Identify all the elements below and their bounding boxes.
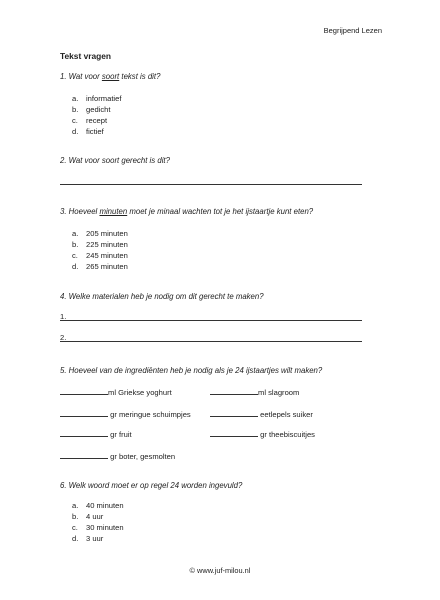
option-text: 4 uur [86, 512, 104, 521]
question-1 [60, 72, 160, 81]
option-letter: d. [72, 127, 79, 136]
ingredient-label: gr meringue schuimpjes [108, 410, 191, 419]
option-letter: d. [72, 262, 79, 271]
question-1-option [72, 105, 111, 114]
option-letter: c. [72, 251, 78, 260]
option-letter: d. [72, 534, 79, 543]
question-1-underlined: soort [101, 72, 120, 81]
fill-blank[interactable] [210, 386, 258, 395]
option-text: 40 minuten [86, 501, 124, 510]
question-3-option [72, 229, 128, 238]
option-letter: b. [72, 240, 79, 249]
fill-blank[interactable] [60, 386, 108, 395]
question-3-option [72, 251, 128, 260]
option-letter: c. [72, 523, 78, 532]
answer-line[interactable] [60, 341, 362, 342]
worksheet-title: Tekst vragen [60, 51, 112, 61]
fill-blank[interactable] [210, 408, 258, 417]
option-letter: a. [72, 229, 79, 238]
option-text: 3 uur [86, 534, 104, 543]
fill-blank[interactable] [210, 428, 258, 437]
answer-line-number: 1. [60, 312, 67, 321]
ingredient-row [60, 428, 132, 439]
option-text: fictief [86, 127, 104, 136]
question-1-suffix: tekst is dit? [119, 72, 161, 81]
question-5: 5. Hoeveel van de ingrediënten heb je nodig als je 24 ijstaartjes wilt maken? [60, 366, 323, 375]
option-letter: c. [72, 116, 78, 125]
ingredient-row [60, 450, 175, 461]
question-2: 2. Wat voor soort gerecht is dit? [60, 156, 170, 165]
question-6-option [72, 534, 103, 543]
question-3-prefix: 3. Hoeveel [60, 207, 100, 216]
ingredient-row [210, 386, 299, 397]
ingredient-row [60, 408, 191, 419]
question-6-option [72, 523, 124, 532]
ingredient-label: gr fruit [108, 430, 132, 439]
option-letter: b. [72, 105, 79, 114]
question-6-option [72, 512, 103, 521]
footer-copyright: © www.juf-milou.nl [189, 566, 251, 575]
question-3-suffix: moet je minaal wachten tot je het ijstaartje kunt eten? [127, 207, 314, 216]
ingredient-row [60, 386, 172, 397]
ingredient-label: eetlepels suiker [258, 410, 313, 419]
ingredient-label: ml slagroom [258, 388, 300, 397]
fill-blank[interactable] [60, 408, 108, 417]
option-letter: a. [72, 94, 79, 103]
option-text: informatief [86, 94, 122, 103]
ingredient-row [210, 408, 313, 419]
header-label: Begrijpend Lezen [323, 26, 382, 35]
fill-blank[interactable] [60, 428, 108, 437]
fill-blank[interactable] [60, 450, 108, 459]
ingredient-label: gr boter, gesmolten [108, 452, 176, 461]
question-1-option [72, 116, 107, 125]
question-6: 6. Welk woord moet er op regel 24 worden ingevuld? [60, 481, 243, 490]
answer-line-number: 2. [60, 333, 67, 342]
ingredient-label: ml Griekse yoghurt [108, 388, 172, 397]
option-letter: b. [72, 512, 79, 521]
option-text: 265 minuten [86, 262, 128, 271]
option-letter: a. [72, 501, 79, 510]
option-text: 205 minuten [86, 229, 128, 238]
option-text: recept [86, 116, 108, 125]
option-text: gedicht [86, 105, 111, 114]
question-1-option [72, 127, 104, 136]
question-3-underlined: minuten [99, 207, 128, 216]
answer-line[interactable] [60, 320, 362, 321]
question-4: 4. Welke materialen heb je nodig om dit gerecht te maken? [60, 292, 264, 301]
ingredient-label: gr theebiscuitjes [258, 430, 315, 439]
question-3 [60, 207, 313, 216]
ingredient-row [210, 428, 315, 439]
question-1-prefix: 1. Wat voor [60, 72, 102, 81]
question-3-option [72, 240, 128, 249]
option-text: 245 minuten [86, 251, 128, 260]
option-text: 30 minuten [86, 523, 124, 532]
question-3-option [72, 262, 128, 271]
question-1-option [72, 94, 121, 103]
answer-line[interactable] [60, 184, 362, 185]
option-text: 225 minuten [86, 240, 128, 249]
question-6-option [72, 501, 124, 510]
